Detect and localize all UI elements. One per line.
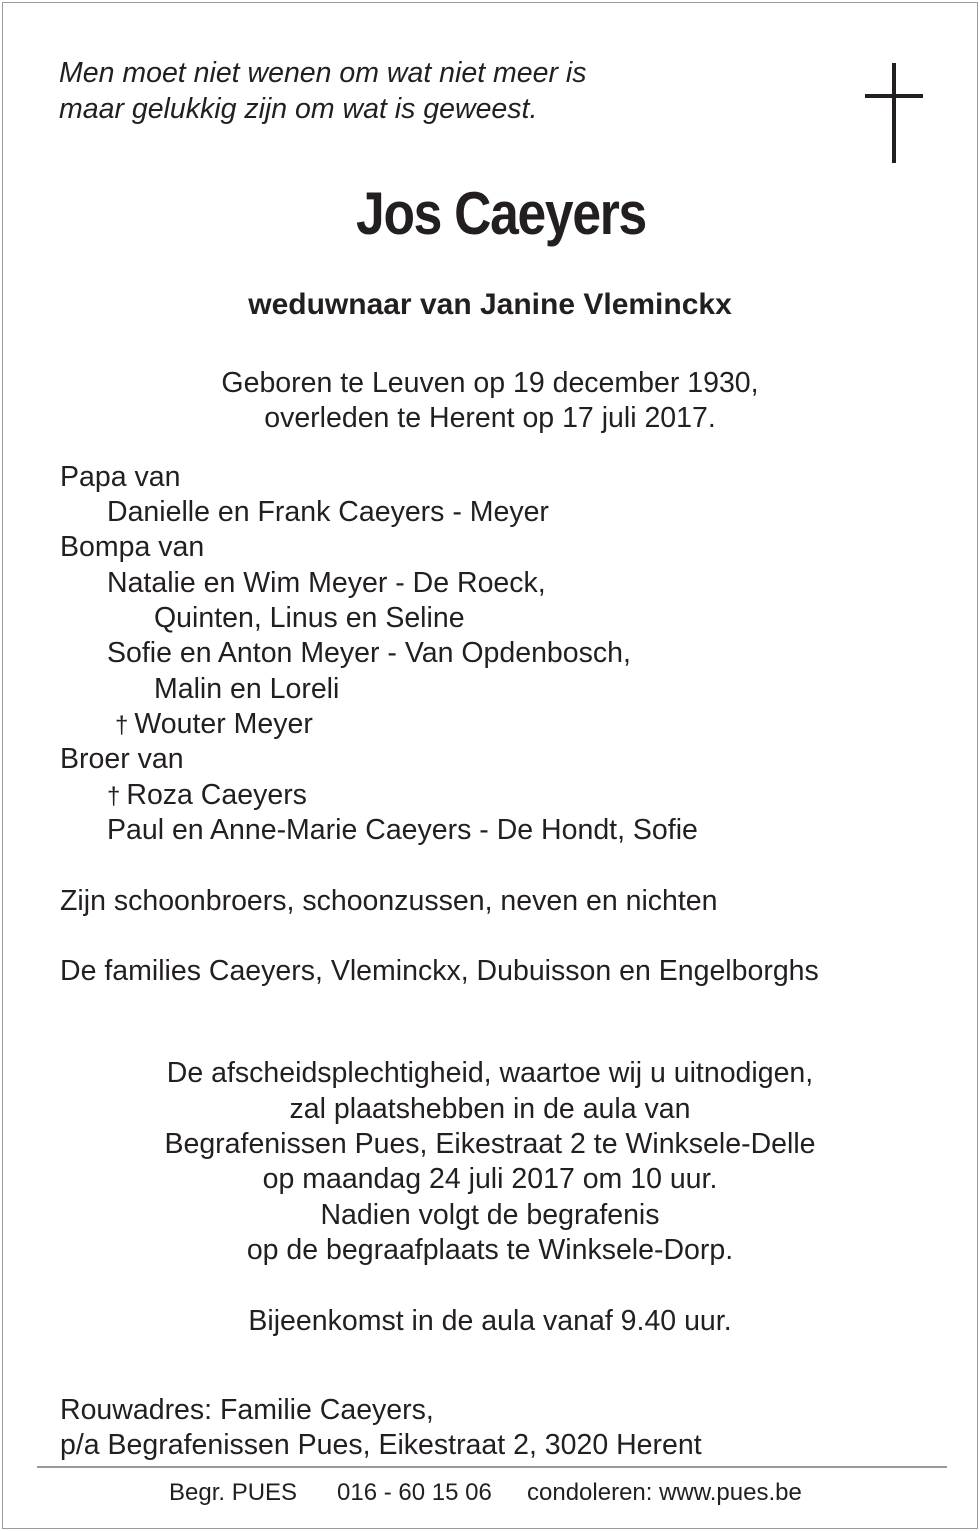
address-line-2: p/a Begrafenissen Pues, Eikestraat 2, 3020 Herent (60, 1429, 702, 1461)
quote-line-1: Men moet niet wenen om wat niet meer is (59, 57, 587, 89)
ceremony-line-3: Begrafenissen Pues, Eikestraat 2 te Winksele-Delle (164, 1128, 816, 1160)
in-laws-line: Zijn schoonbroers, schoonzussen, neven en nichten (60, 885, 718, 917)
dagger-icon: † (107, 783, 121, 810)
gathering-line: Bijeenkomst in de aula vanaf 9.40 uur. (248, 1305, 732, 1337)
sibling-family: Paul en Anne-Marie Caeyers - De Hondt, Sofie (107, 814, 698, 846)
quote (59, 55, 587, 127)
footer-divider (37, 1466, 947, 1468)
ceremony-line-5: Nadien volgt de begrafenis (320, 1199, 660, 1231)
quote-line-2: maar gelukkig zijn om wat is geweest. (59, 93, 538, 125)
papa-label: Papa van (60, 461, 181, 493)
grandchild-family-2-kids: Malin en Loreli (154, 673, 340, 705)
bompa-label: Bompa van (60, 531, 205, 563)
sibling-deceased (107, 778, 307, 814)
grandchild-deceased-name: Wouter Meyer (134, 708, 313, 740)
ceremony-line-1: De afscheidsplechtigheid, waartoe wij u uitnodigen, (166, 1057, 814, 1089)
sibling-deceased-name: Roza Caeyers (126, 779, 307, 811)
obituary-card (2, 2, 978, 1529)
ceremony-line-2: zal plaatshebben in de aula van (289, 1093, 691, 1125)
footer-company: Begr. PUES (169, 1479, 298, 1506)
papa-child: Danielle en Frank Caeyers - Meyer (107, 496, 549, 528)
death-line: overleden te Herent op 17 juli 2017. (264, 402, 716, 434)
dagger-icon: † (115, 712, 129, 739)
ceremony-line-4: op maandag 24 juli 2017 om 10 uur. (262, 1163, 718, 1195)
footer-phone: 016 - 60 15 06 (337, 1479, 492, 1506)
families-line: De families Caeyers, Vleminckx, Dubuisson en Engelborghs (60, 955, 819, 987)
cross-icon (865, 63, 923, 163)
ceremony-line-6: op de begraafplaats te Winksele-Dorp. (246, 1234, 734, 1266)
birth-line: Geboren te Leuven op 19 december 1930, (221, 367, 759, 399)
grandchild-deceased (115, 707, 313, 743)
grandchild-family-1-kids: Quinten, Linus en Seline (154, 602, 465, 634)
footer-condolences: condoleren: www.pues.be (527, 1479, 802, 1506)
broer-label: Broer van (60, 743, 184, 775)
grandchild-family-2: Sofie en Anton Meyer - Van Opdenbosch, (107, 637, 631, 669)
deceased-name: Jos Caeyers (356, 180, 646, 247)
grandchild-family-1: Natalie en Wim Meyer - De Roeck, (107, 567, 546, 599)
address-line-1: Rouwadres: Familie Caeyers, (60, 1394, 434, 1426)
widower-of: weduwnaar van Janine Vleminckx (248, 288, 732, 321)
